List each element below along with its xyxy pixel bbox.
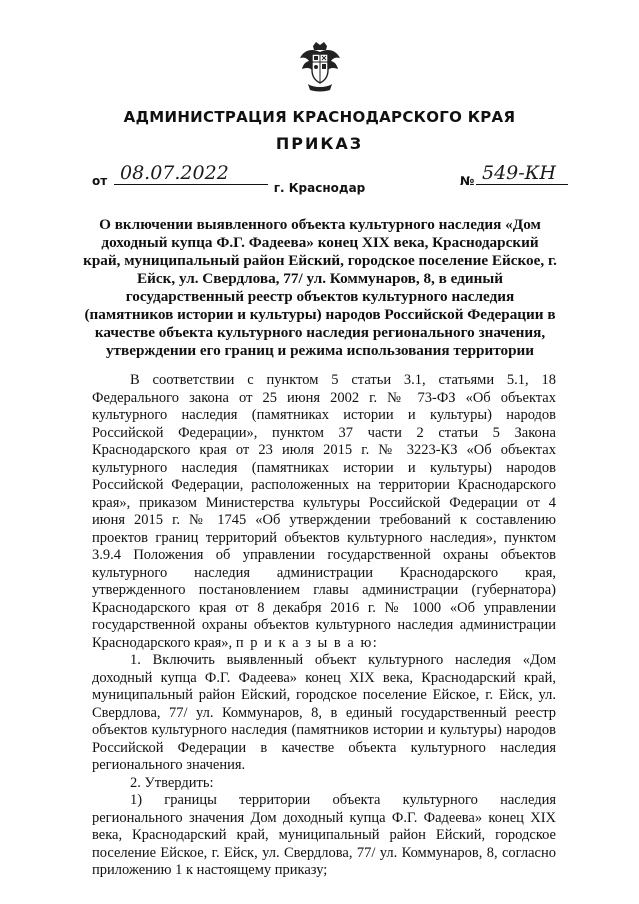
item-1: 1. Включить выявленный объект культурного наследия «Дом доходный купца Ф.Г. Фадеева» конец XIX века, Краснодарский край, муниципальный район Ейский, городское поселение Ейское, г. Ейск, ул. Свердлова, 77/ ул. Коммунаров, 8, в единый государственный реестр объектов культурного наследия (памятников истории и культуры) народов Российской Федерации в качестве объекта культурного наследия регионального значения. <box>92 652 556 773</box>
date-handwritten: 08.07.2022 <box>114 162 268 185</box>
number-label: № <box>460 174 475 188</box>
preamble-paragraph <box>92 372 556 652</box>
coat-of-arms-icon <box>298 40 342 92</box>
number-handwritten: 549-КН <box>476 162 568 185</box>
order-body <box>92 372 556 880</box>
date-label: от <box>92 174 108 188</box>
order-subject: О включении выявленного объекта культурного наследия «Дом доходный купца Ф.Г. Фадеева» конец XIX века, Краснодарский край, муниципальный район Ейский, городское поселение Ейское, г. Ейск, ул. Свердлова, 77/ ул. Коммунаров, 8, в единый государственный реестр объектов культурного наследия (памятников истории и культуры) народов Российской Федерации в качестве объекта культурного наследия регионального значения, утверждении его границ и режима использования территории <box>83 216 557 359</box>
preamble-text: В соответствии с пунктом 5 статьи 3.1, статьями 5.1, 18 Федерального закона от 25 июня 2002 г. № 73-ФЗ «Об объектах культурного наследия (памятниках истории и культуры) народов Российской Федерации», пунктом 37 части 2 статьи 5 Закона Краснодарского края от 23 июля 2015 г. № 3223-КЗ «Об объектах культурного наследия (памятниках истории и культуры) народов Российской Федерации, расположенных на территории Краснодарского края», приказом Министерства культуры Российской Федерации от 4 июня 2015 г. № 1745 «Об утверждении требований к составлению проектов границ территорий объектов культурного наследия», пунктом 3.9.4 Положения об управлении государственной охраны объектов культурного наследия администрации Краснодарского края, утвержденного постановлением главы администрации (губернатора) Краснодарского края от 8 декабря 2016 г. № 1000 «Об управлении государственной охраны объектов культурного наследия администрации Краснодарского края», <box>92 372 556 651</box>
city-name: г. Краснодар <box>273 181 366 195</box>
item-2: 2. Утвердить: <box>130 774 214 791</box>
document-type: ПРИКАЗ <box>275 134 364 153</box>
order-word: п р и к а з ы в а ю: <box>235 634 379 651</box>
organization-title: АДМИНИСТРАЦИЯ КРАСНОДАРСКОГО КРАЯ <box>123 108 516 126</box>
item-2-1: 1) границы территории объекта культурного наследия регионального значения Дом доходный купца Ф.Г. Фадеева» конец XIX века, Краснодарский край, муниципальный район Ейский, городское поселение Ейское, г. Ейск, ул. Свердлова, 77/ ул. Коммунаров, 8, согласно приложению 1 к настоящему приказу; <box>92 792 556 878</box>
